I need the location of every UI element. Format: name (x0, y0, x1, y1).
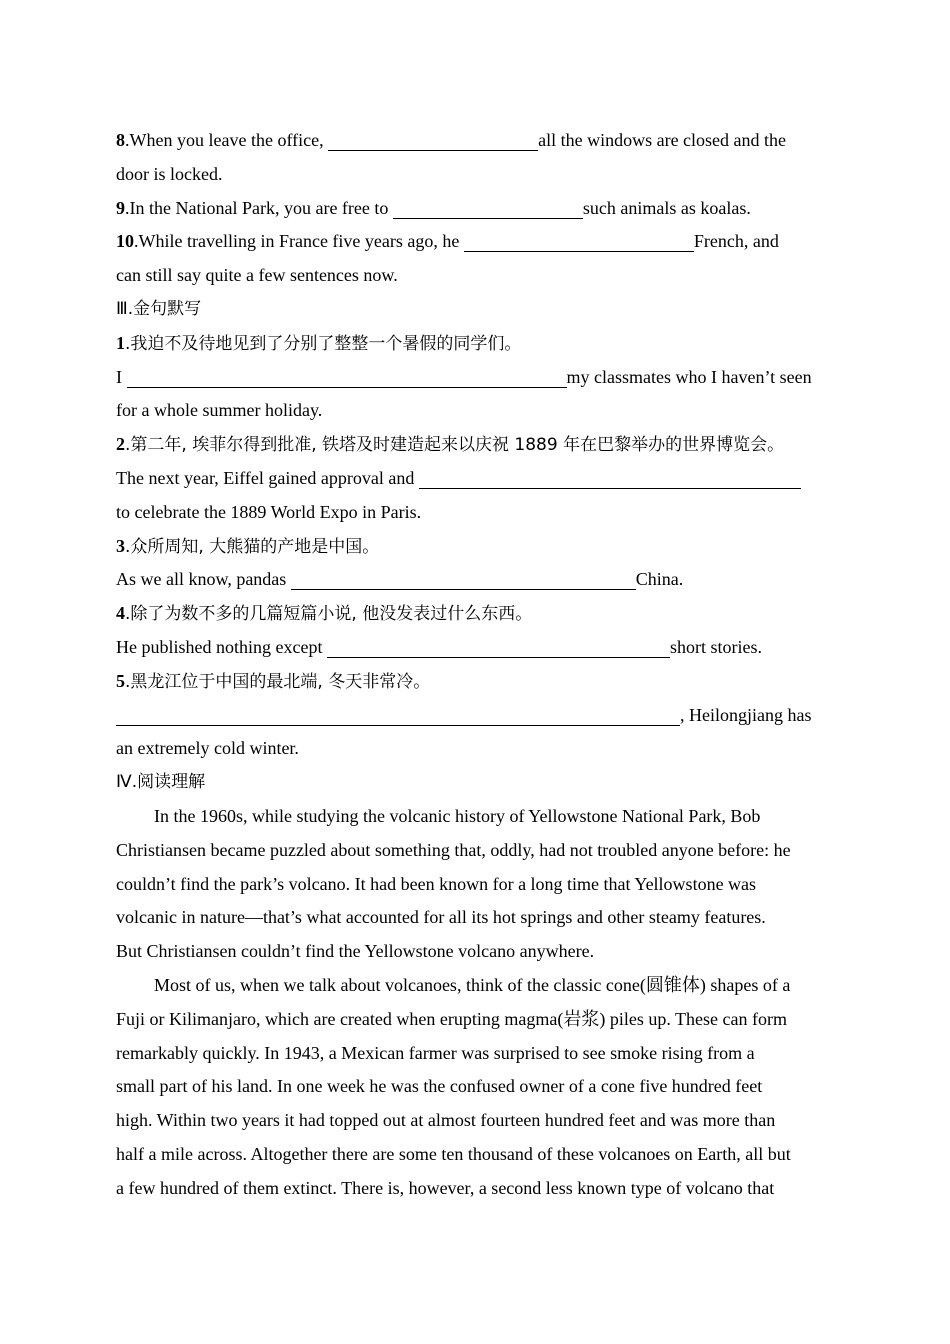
answer-blank[interactable] (328, 132, 538, 151)
question-text: all the windows are closed and the (538, 130, 787, 150)
sentence-1-english (116, 361, 838, 395)
answer-blank[interactable] (116, 707, 680, 726)
question-text: .In the National Park, you are free to (125, 197, 393, 218)
english-text: China. (635, 569, 684, 590)
answer-blank[interactable] (327, 639, 670, 658)
question-8 (116, 124, 838, 158)
paragraph-line: volcanic in nature—that’s what accounted for all its hot springs and other steamy features. (116, 907, 766, 928)
english-text: As we all know, pandas (116, 569, 291, 590)
sentence-2-english (116, 462, 838, 496)
question-text: .While travelling in France five years ago, he (134, 231, 464, 252)
paragraph-line: But Christiansen couldn’t find the Yellowstone volcano anywhere. (116, 941, 595, 962)
reading-paragraph-2 (116, 969, 838, 1206)
sentence-2-chinese (116, 428, 838, 462)
answer-blank[interactable] (419, 470, 801, 489)
paragraph-line: Christiansen became puzzled about something that, oddly, had not troubled anyone before: he (116, 839, 791, 860)
sentence-1-chinese (116, 327, 838, 361)
sentence-number: 2 (116, 434, 125, 455)
sentence-number: 1 (116, 332, 125, 353)
question-number: 8 (116, 130, 125, 150)
section-title: Ⅲ.金句默写 (116, 298, 202, 319)
english-text: He published nothing except (116, 636, 327, 657)
paragraph-line: high. Within two years it had topped out at almost fourteen hundred feet and was more than (116, 1110, 776, 1131)
sentence-number: 3 (116, 535, 125, 556)
worksheet-page (116, 124, 838, 1206)
chinese-sentence: .众所周知, 大熊猫的产地是中国。 (125, 536, 380, 557)
answer-blank[interactable] (464, 233, 694, 252)
question-text: .When you leave the office, (125, 130, 329, 150)
sentence-3-english (116, 563, 838, 597)
question-10-cont: can still say quite a few sentences now. (116, 265, 398, 286)
english-text: I (116, 366, 127, 387)
paragraph-line: half a mile across. Altogether there are some ten thousand of these volcanoes on Earth, all but (116, 1143, 791, 1164)
answer-blank[interactable] (393, 200, 583, 219)
sentence-number: 4 (116, 603, 125, 624)
english-text: The next year, Eiffel gained approval and (116, 467, 419, 488)
english-text: my classmates who I haven’t seen (566, 366, 812, 387)
english-text: , Heilongjiang has (680, 704, 812, 725)
paragraph-line: remarkably quickly. In 1943, a Mexican farmer was surprised to see smoke rising from a (116, 1042, 755, 1063)
paragraph-line: Most of us, when we talk about volcanoes, think of the classic cone(圆锥体) shapes of a (154, 974, 791, 995)
paragraph-line: couldn’t find the park’s volcano. It had been known for a long time that Yellowstone was (116, 873, 757, 894)
sentence-5-chinese (116, 665, 838, 699)
paragraph-line: Fuji or Kilimanjaro, which are created when erupting magma(岩浆) piles up. These can form (116, 1008, 787, 1029)
chinese-sentence: .黑龙江位于中国的最北端, 冬天非常冷。 (125, 671, 431, 692)
sentence-5-english (116, 699, 838, 733)
paragraph-line: In the 1960s, while studying the volcanic history of Yellowstone National Park, Bob (154, 805, 761, 826)
question-text: French, and (693, 231, 779, 252)
question-8-cont: door is locked. (116, 163, 223, 184)
question-10 (116, 225, 838, 259)
reading-paragraph-1 (116, 800, 838, 969)
answer-blank[interactable] (127, 369, 567, 388)
question-number: 10 (116, 231, 134, 252)
chinese-sentence: .第二年, 埃菲尔得到批准, 铁塔及时建造起来以庆祝 1889 年在巴黎举办的世界博览会。 (125, 435, 785, 456)
sentence-2-english-cont: to celebrate the 1889 World Expo in Paris. (116, 501, 422, 522)
question-9 (116, 192, 838, 226)
section-title: Ⅳ.阅读理解 (116, 772, 206, 793)
question-text: such animals as koalas. (582, 197, 751, 218)
chinese-sentence: .我迫不及待地见到了分别了整整一个暑假的同学们。 (125, 333, 522, 354)
paragraph-line: a few hundred of them extinct. There is, however, a second less known type of volcano that (116, 1177, 775, 1198)
sentence-number: 5 (116, 670, 125, 691)
sentence-4-english (116, 631, 838, 665)
answer-blank[interactable] (291, 571, 636, 590)
english-text: short stories. (669, 636, 762, 657)
sentence-5-english-cont: an extremely cold winter. (116, 738, 299, 759)
sentence-3-chinese (116, 530, 838, 564)
question-number: 9 (116, 197, 125, 218)
chinese-sentence: .除了为数不多的几篇短篇小说, 他没发表过什么东西。 (125, 604, 533, 625)
sentence-1-english-cont: for a whole summer holiday. (116, 400, 323, 421)
paragraph-line: small part of his land. In one week he was the confused owner of a cone five hundred feet (116, 1076, 763, 1097)
sentence-4-chinese (116, 597, 838, 631)
